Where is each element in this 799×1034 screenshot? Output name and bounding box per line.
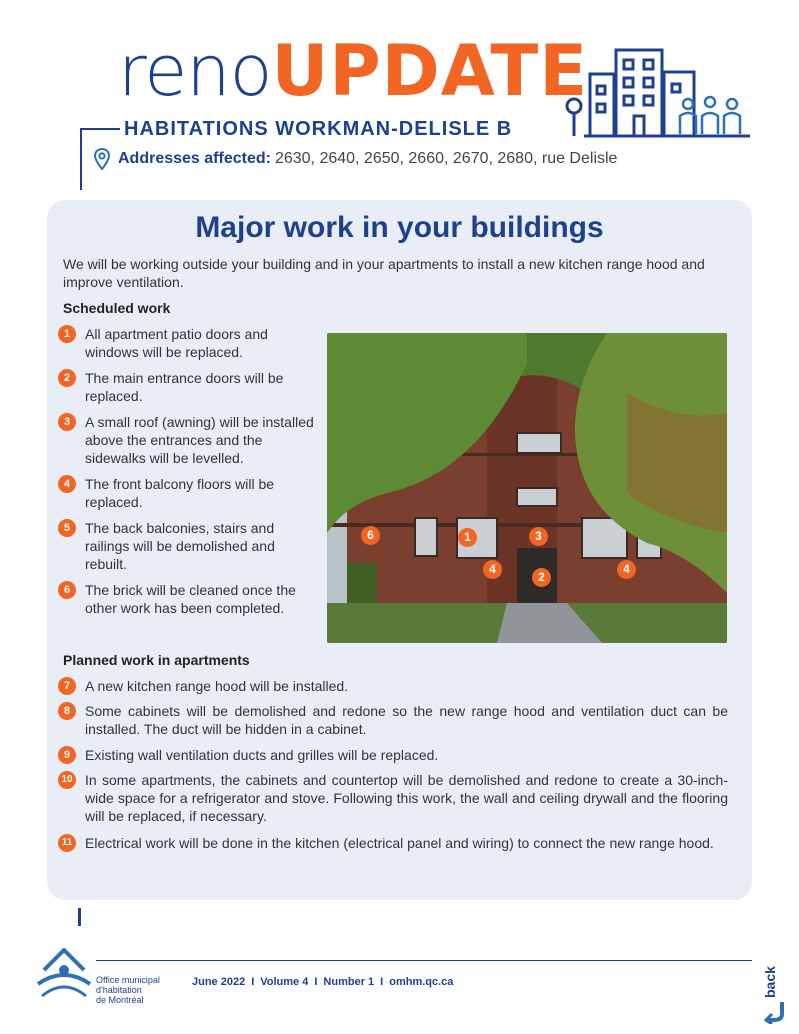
scheduled-item <box>58 369 318 405</box>
item-number-badge: 6 <box>58 581 76 599</box>
item-number-badge: 2 <box>58 369 76 387</box>
item-text: A new kitchen range hood will be installed. <box>85 678 349 694</box>
scheduled-item <box>58 519 318 573</box>
planned-item <box>58 677 728 695</box>
building-illustration <box>327 333 727 643</box>
title-reno: reno <box>118 30 272 112</box>
issue-volume: Volume 4 <box>260 976 309 988</box>
item-number-badge: 9 <box>58 746 76 764</box>
newsletter-title <box>118 30 589 112</box>
scheduled-item <box>58 475 318 511</box>
separator: I <box>314 976 318 988</box>
item-number-badge: 1 <box>58 325 76 343</box>
item-text: The main entrance doors will be replaced. <box>85 370 284 404</box>
page-title: Major work in your buildings <box>195 211 604 244</box>
header <box>0 0 799 190</box>
item-text: The back balconies, stairs and railings will be demolished and rebuilt. <box>85 520 275 572</box>
photo-marker: 3 <box>529 527 548 546</box>
buildings-people-icon <box>560 44 755 144</box>
building-name: HABITATIONS WORKMAN-DELISLE B <box>124 118 513 140</box>
scheduled-item <box>58 581 318 617</box>
item-number-badge: 11 <box>58 834 76 852</box>
website-link[interactable]: omhm.qc.ca <box>389 976 454 988</box>
separator: I <box>380 976 384 988</box>
item-number-badge: 4 <box>58 475 76 493</box>
org-line: de Montréal <box>96 995 144 1005</box>
item-number-badge: 3 <box>58 413 76 431</box>
item-text: Some cabinets will be demolished and redone so the new range hood and ventilation duct can be installed. The duct will be hidden in a cabinet. <box>85 703 728 737</box>
issue-number: Number 1 <box>323 976 375 988</box>
separator: I <box>251 976 255 988</box>
item-text: Existing wall ventilation ducts and grilles will be replaced. <box>85 747 439 763</box>
photo-marker: 4 <box>483 560 502 579</box>
item-number-badge: 8 <box>58 702 76 720</box>
addresses-row <box>94 148 617 170</box>
photo-marker: 6 <box>361 526 380 545</box>
footer-tick <box>78 908 81 926</box>
planned-item <box>58 771 728 825</box>
addresses-value: 2630, 2640, 2650, 2660, 2670, 2680, rue Delisle <box>274 150 618 167</box>
item-text: Electrical work will be done in the kitchen (electrical panel and wiring) to connect the new range hood. <box>85 835 714 851</box>
item-text: The brick will be cleaned once the other work has been completed. <box>85 582 296 616</box>
planned-item <box>58 702 728 738</box>
scheduled-item <box>58 413 318 467</box>
issue-info <box>192 976 453 988</box>
photo-marker: 4 <box>617 560 636 579</box>
title-update: UPDATE <box>271 30 589 112</box>
omhm-logo-icon <box>34 944 94 1004</box>
org-line: d'habitation <box>96 985 142 995</box>
footer-divider <box>96 960 752 961</box>
header-bracket-horizontal <box>80 128 120 130</box>
item-text: All apartment patio doors and windows will be replaced. <box>85 326 268 360</box>
item-text: In some apartments, the cabinets and countertop will be demolished and redone to create a 30-inch-wide space for a refrigerator and stove. Following this work, the wall and ceiling drywall and the flooring will be replaced, if necessary. <box>85 772 728 824</box>
back-label[interactable]: back <box>762 966 778 998</box>
item-text: A small roof (awning) will be installed above the entrances and the sidewalks will be levelled. <box>85 414 314 466</box>
planned-item <box>58 834 728 852</box>
location-pin-icon <box>94 148 110 170</box>
header-bracket-vertical <box>80 128 82 190</box>
planned-item <box>58 746 728 764</box>
scheduled-work-heading: Scheduled work <box>63 300 171 316</box>
photo-marker: 1 <box>458 528 477 547</box>
org-line: Office municipal <box>96 975 160 985</box>
item-text: The front balcony floors will be replaced. <box>85 476 275 510</box>
intro-paragraph: We will be working outside your building and in your apartments to install a new kitchen range hood and improve ventilation. <box>63 256 705 290</box>
scheduled-item <box>58 325 318 361</box>
photo-marker: 2 <box>532 568 551 587</box>
item-number-badge: 5 <box>58 519 76 537</box>
item-number-badge: 10 <box>58 771 76 789</box>
planned-work-heading: Planned work in apartments <box>63 652 250 668</box>
issue-date: June 2022 <box>192 976 246 988</box>
organization-name <box>96 975 176 1005</box>
addresses-label: Addresses affected: <box>118 150 271 167</box>
back-arrow-icon <box>762 1000 788 1024</box>
item-number-badge: 7 <box>58 677 76 695</box>
building-photo <box>327 333 727 643</box>
